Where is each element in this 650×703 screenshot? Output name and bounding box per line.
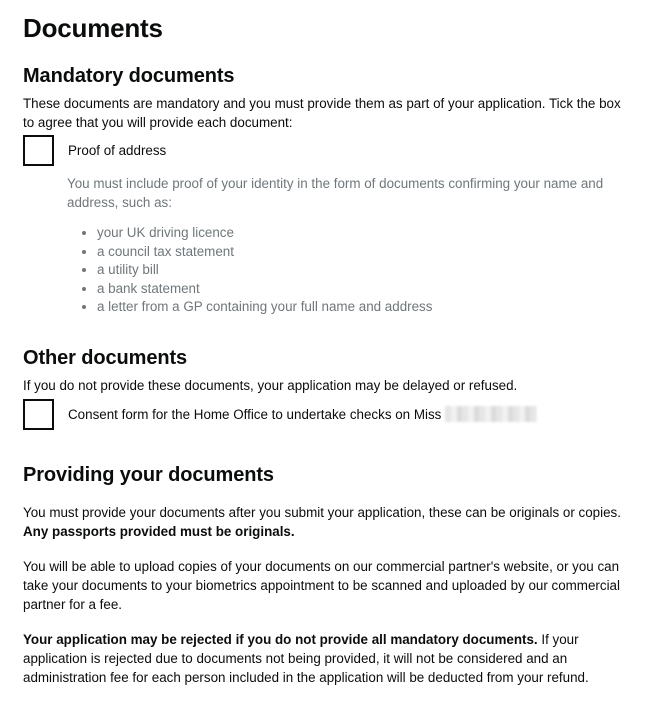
rejection-details: If your application is rejected due to documents not being provided, it will not be considered and an administration fee for each person included in the application will be deducted from your refund.	[23, 632, 589, 685]
providing-documents-heading: Providing your documents	[23, 464, 274, 486]
providing-documents-paragraph-3	[23, 630, 635, 687]
passports-original-notice: Any passports provided must be originals.	[23, 524, 295, 539]
list-item: • a council tax statement	[97, 243, 627, 262]
other-documents-intro: If you do not provide these documents, your application may be delayed or refused.	[23, 378, 518, 393]
consent-form-option[interactable]	[23, 399, 537, 430]
other-documents-section	[23, 346, 635, 395]
consent-form-label-wrap[interactable]	[68, 405, 537, 424]
proof-of-address-label[interactable]: Proof of address	[68, 143, 167, 158]
page-title: Documents	[23, 13, 163, 43]
list-item: • a letter from a GP containing your full name and address	[97, 298, 627, 317]
proof-of-address-examples-list	[67, 224, 627, 317]
proof-of-address-option[interactable]	[23, 135, 166, 166]
consent-form-checkbox[interactable]	[23, 399, 54, 430]
mandatory-documents-intro: These documents are mandatory and you must provide them as part of your application. Tick the box to agree that you will provide each document:	[23, 96, 621, 130]
consent-form-label[interactable]: Consent form for the Home Office to undertake checks on Miss	[68, 407, 442, 422]
proof-of-address-hint	[67, 174, 627, 317]
redacted-name	[445, 406, 537, 422]
providing-documents-section	[23, 463, 635, 687]
mandatory-documents-heading: Mandatory documents	[23, 65, 235, 87]
list-item: • your UK driving licence	[97, 224, 627, 243]
providing-documents-paragraph-1	[23, 503, 635, 541]
list-item: • a utility bill	[97, 261, 627, 280]
proof-of-address-hint-text: You must include proof of your identity in the form of documents confirming your name and address, such as:	[67, 176, 604, 210]
providing-documents-text-1: You must provide your documents after you submit your application, these can be originals or copies.	[23, 505, 621, 520]
other-documents-heading: Other documents	[23, 347, 188, 369]
proof-of-address-checkbox[interactable]	[23, 135, 54, 166]
list-item: • a bank statement	[97, 280, 627, 299]
rejection-warning: Your application may be rejected if you do not provide all mandatory documents.	[23, 632, 538, 647]
mandatory-documents-section	[23, 64, 635, 132]
providing-documents-paragraph-2: You will be able to upload copies of your documents on our commercial partner's website, or you can take your documents to your biometrics appointment to be scanned and uploaded by our commercial partner for a fee.	[23, 559, 620, 612]
